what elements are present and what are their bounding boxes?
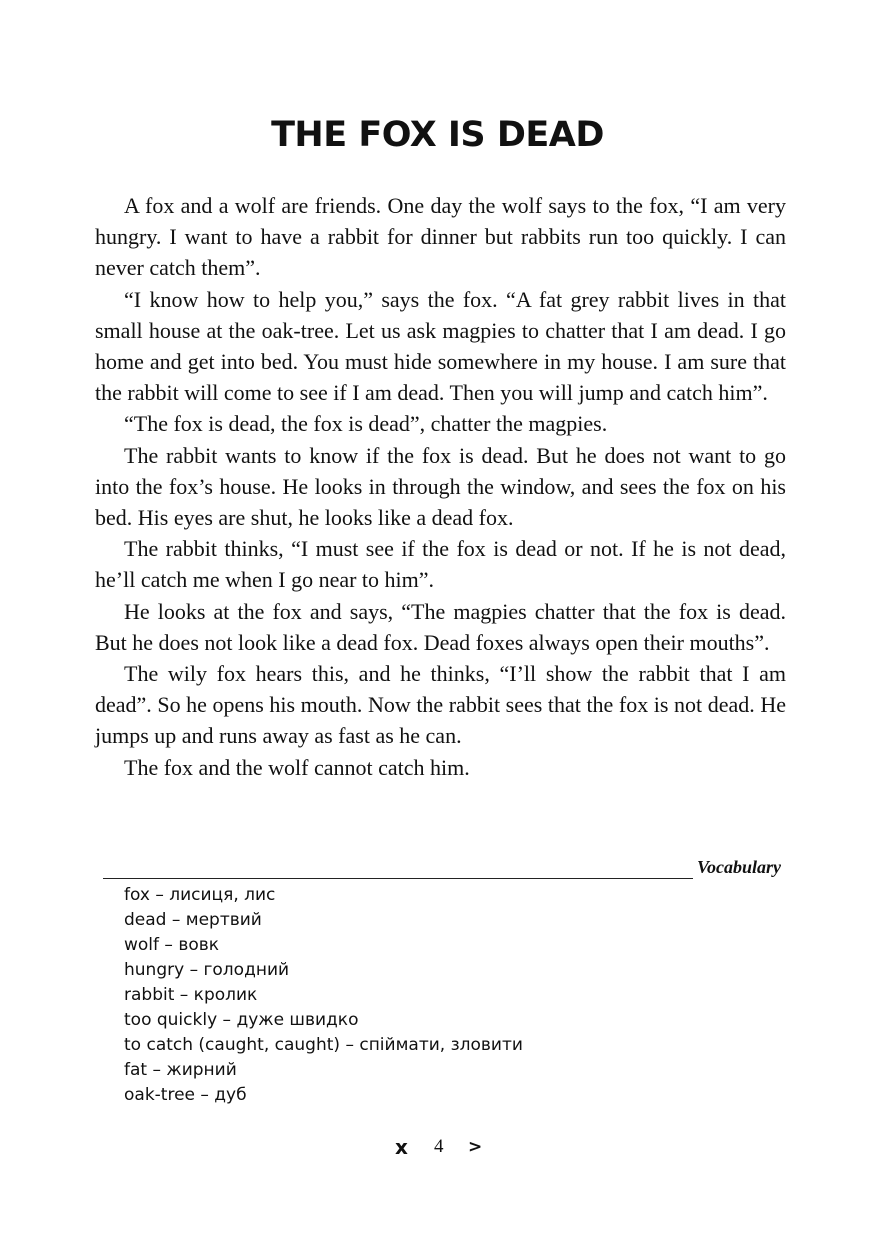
vocabulary-header [103,855,781,879]
story-paragraph: The rabbit wants to know if the fox is dead. But he does not want to go into the fox’s house. He looks in through the window, and sees the fox on his bed. His eyes are shut, he looks like a dead fox. [95,442,786,531]
story-text [95,190,786,783]
vocabulary-item: fat – жирний [124,1060,237,1080]
vocabulary-item: fox – лисиця, лис [124,885,276,905]
story-paragraph: A fox and a wolf are friends. One day the wolf says to the fox, “I am very hungry. I want to have a rabbit for dinner but rabbits run too quickly. I can never catch them”. [95,193,786,281]
story-paragraph: “The fox is dead, the fox is dead”, chatter the magpies. [124,411,608,437]
page-title: THE FOX IS DEAD [271,115,604,155]
story-paragraph: “I know how to help you,” says the fox. “A fat grey rabbit lives in that small house at the oak-tree. Let us ask magpies to chatter that I am dead. I go home and get into bed. You must hide somewhere in my house. I am sure that the rabbit will come to see if I am dead. Then you will jump and catch him”. [95,286,786,406]
vocabulary-item: hungry – голодний [124,960,290,980]
vocabulary-item: rabbit – кролик [124,985,258,1005]
story-paragraph: He looks at the fox and says, “The magpies chatter that the fox is dead. But he does not look like a dead fox. Dead foxes always open their mouths”. [95,598,786,655]
close-icon[interactable]: x [395,1135,408,1159]
story-paragraph: The rabbit thinks, “I must see if the fox is dead or not. If he is not dead, he’ll catch me when I go near to him”. [95,536,786,593]
story-paragraph: The wily fox hears this, and he thinks, “I’ll show the rabbit that I am dead”. So he opens his mouth. Now the rabbit sees that the fox is not dead. He jumps up and runs away as fast as he can. [95,661,786,749]
vocabulary-item: to catch (caught, caught) – спіймати, зловити [124,1035,523,1055]
page-number: 4 [434,1136,444,1157]
vocabulary-item: wolf – вовк [124,935,220,955]
vocabulary-divider-line [103,858,693,879]
vocabulary-item: oak-tree – дуб [124,1085,247,1105]
vocabulary-item: too quickly – дуже швидко [124,1010,359,1030]
vocabulary-heading: Vocabulary [696,857,781,877]
story-paragraph: The fox and the wolf cannot catch him. [124,754,470,780]
next-page-icon[interactable]: > [468,1137,483,1157]
vocabulary-list [124,883,523,1108]
vocabulary-item: dead – мертвий [124,910,262,930]
